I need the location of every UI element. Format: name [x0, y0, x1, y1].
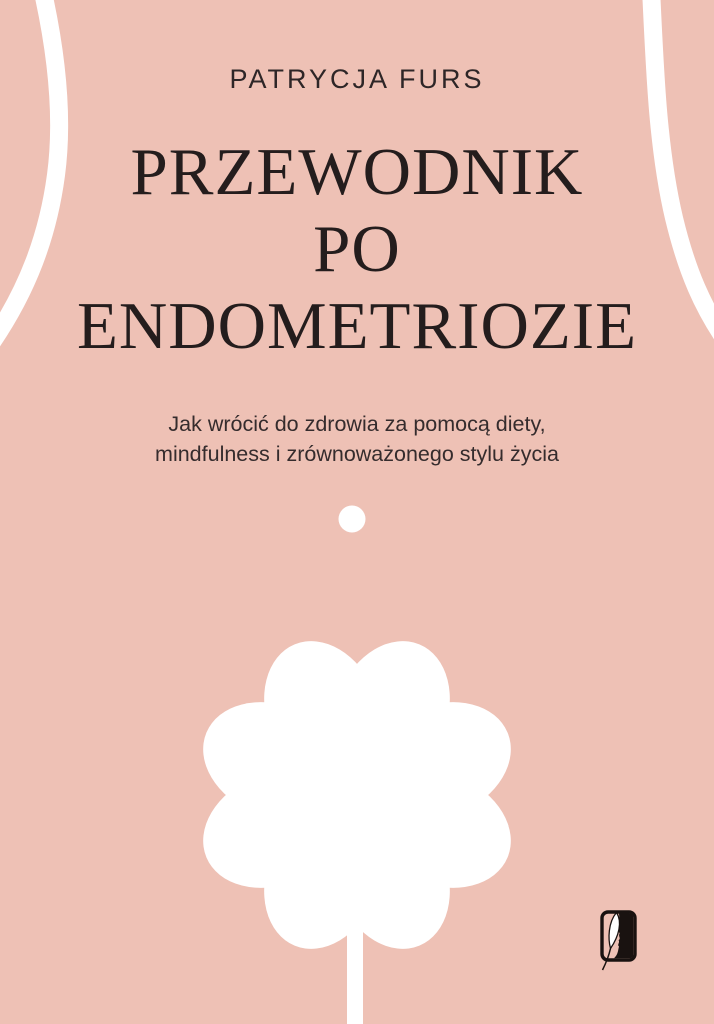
logo-quill-feather-icon [609, 913, 619, 949]
title-line-3: ENDOMETRIOZIE [76, 289, 638, 363]
book-title [0, 134, 714, 365]
dot-icon [339, 506, 366, 533]
subtitle [0, 409, 714, 469]
author-name: PATRYCJA FURS [229, 64, 485, 94]
subtitle-line-1: Jak wrócić do zdrowia za pomocą diety, [168, 412, 546, 436]
subtitle-line-2: mindfulness i zrównoważonego stylu życia [155, 442, 559, 466]
title-line-1: PRZEWODNIK [130, 135, 584, 209]
publisher-logo-icon [597, 906, 641, 978]
title-line-2: PO [313, 212, 401, 286]
flower-icon [185, 623, 529, 967]
